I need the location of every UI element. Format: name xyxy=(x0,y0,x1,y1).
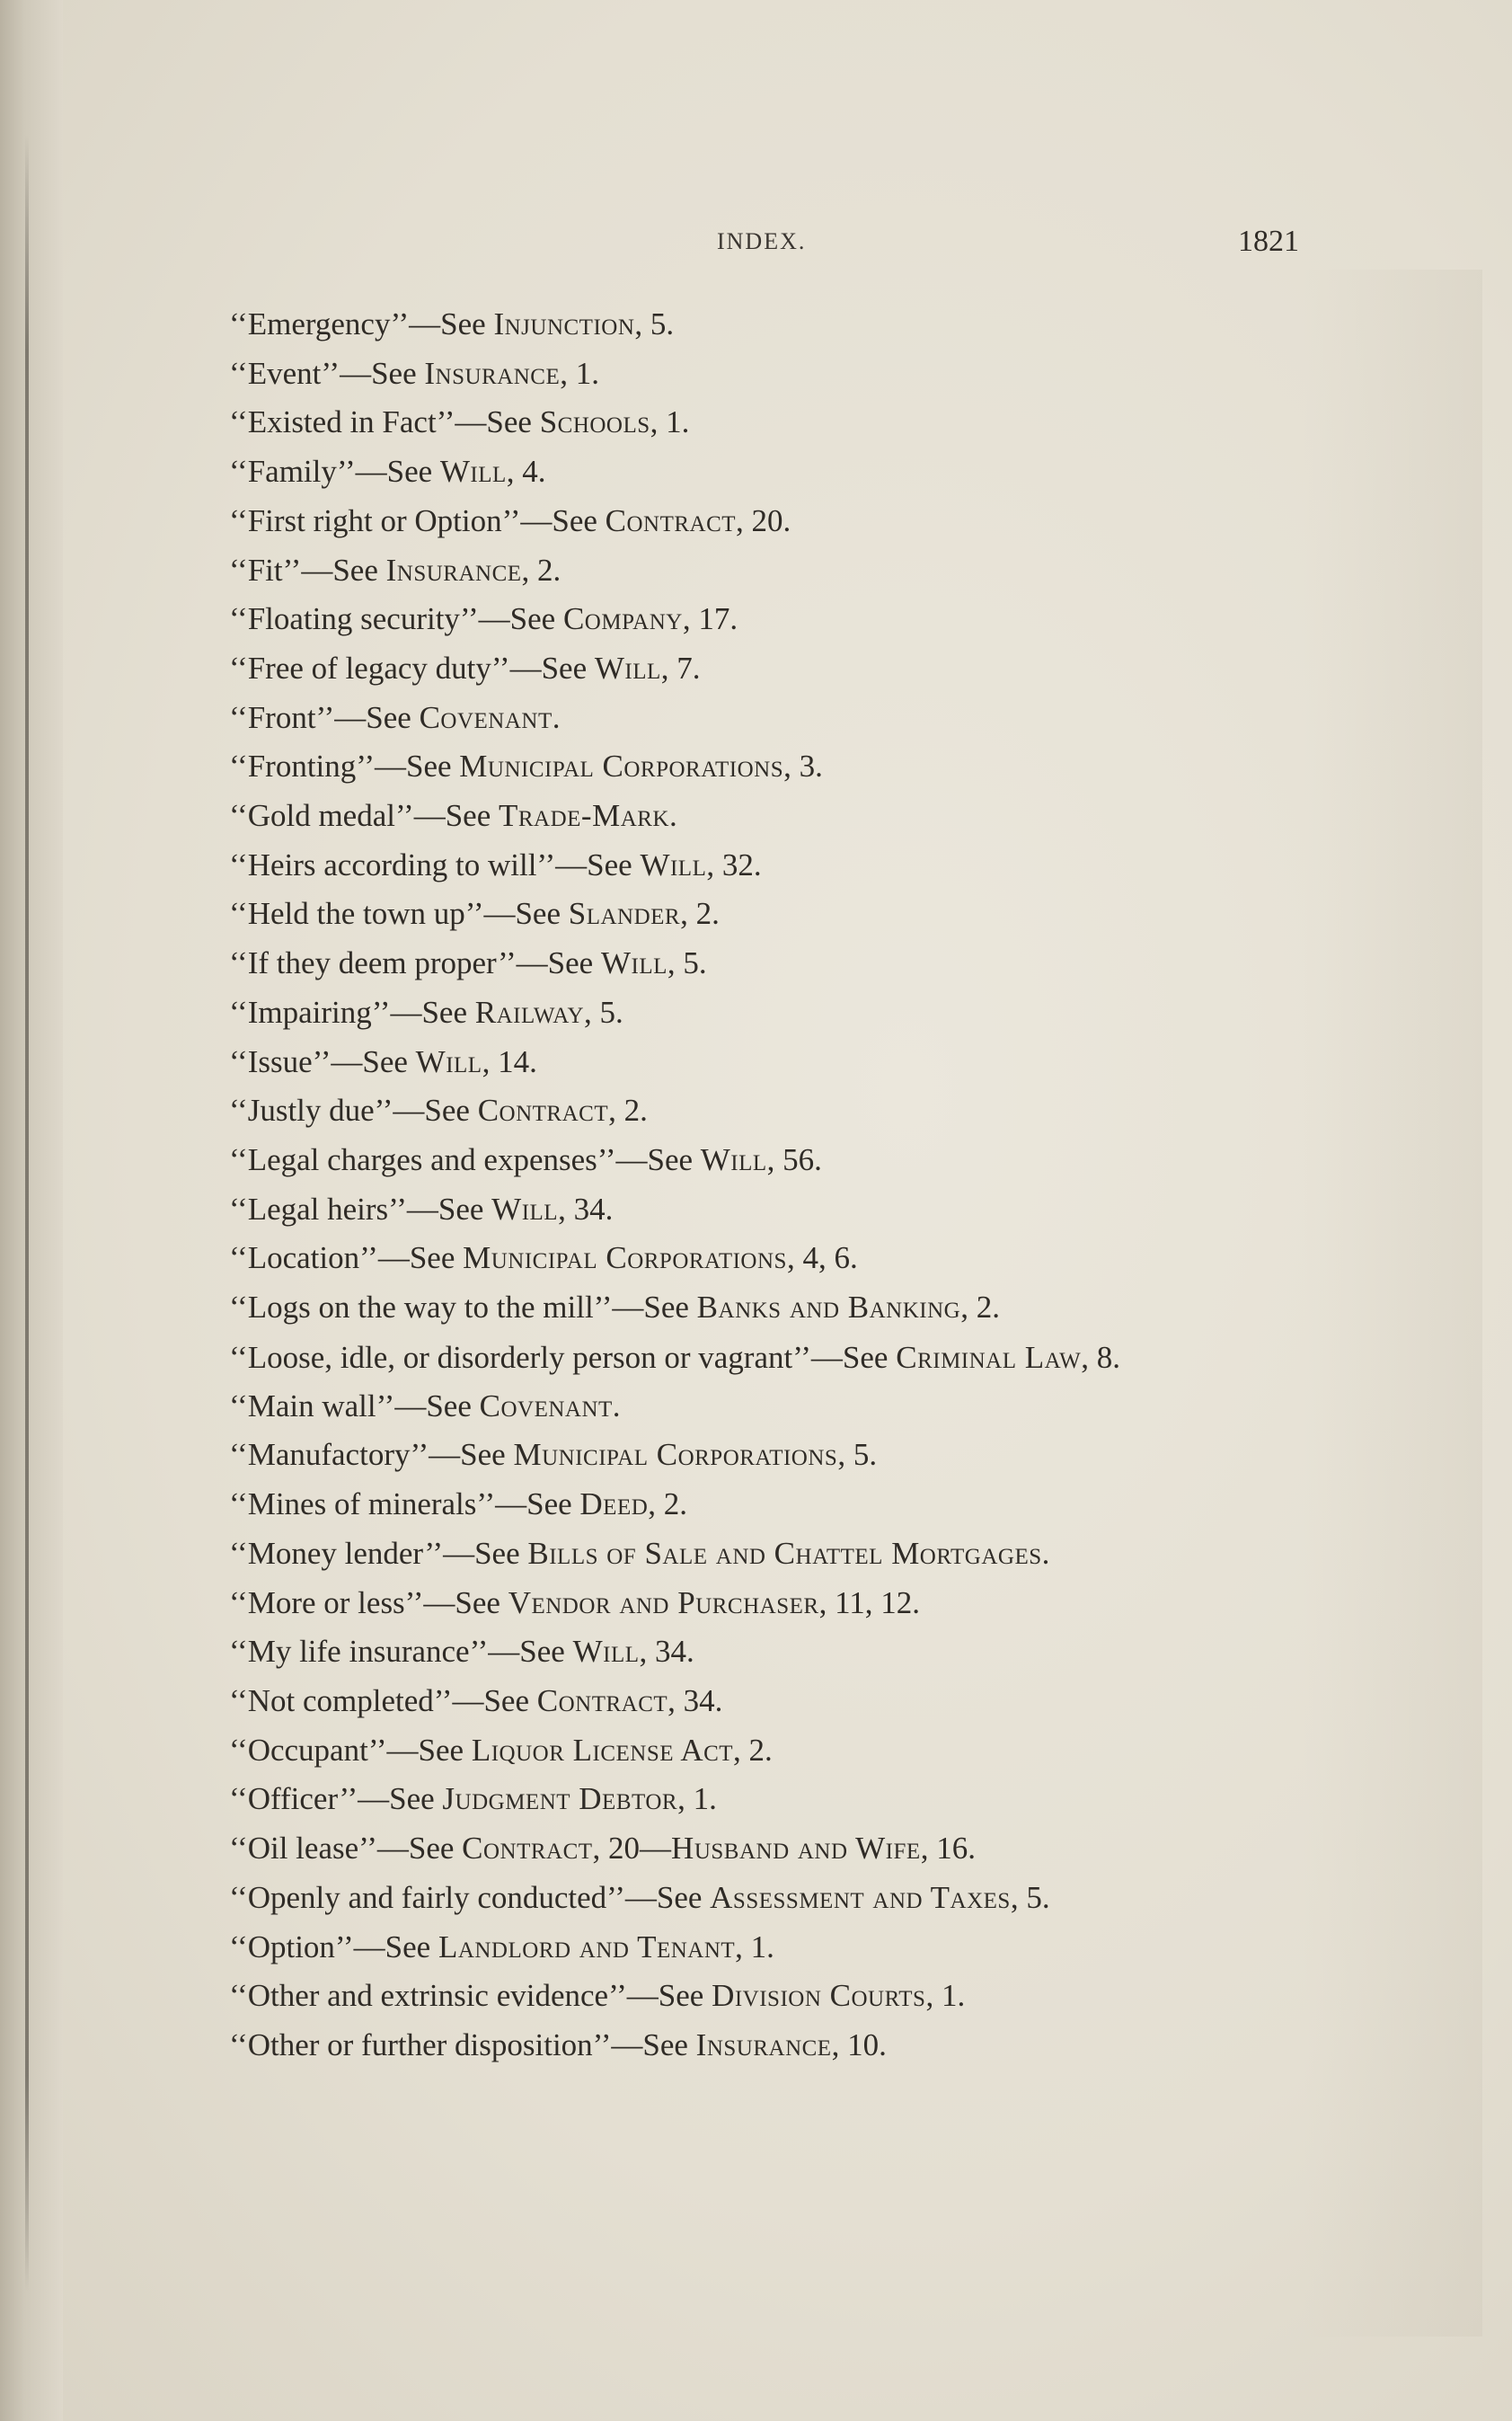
entry-section: . xyxy=(668,798,677,834)
index-entry xyxy=(229,350,1343,399)
entry-term: ‘‘More or less’’—See xyxy=(229,1584,508,1620)
index-entry xyxy=(229,1336,1343,1379)
entry-section: , 1. xyxy=(560,355,600,391)
entry-reference: Will xyxy=(640,847,707,882)
index-entry-list xyxy=(229,300,1343,2071)
entry-term: ‘‘My life insurance’’—See xyxy=(229,1634,573,1670)
entry-section: , 1. xyxy=(925,1978,966,2014)
entry-term: ‘‘Not completed’’—See xyxy=(229,1682,537,1718)
index-entry xyxy=(229,448,1343,497)
index-entry xyxy=(229,1480,1343,1530)
entry-reference: Slander xyxy=(568,896,681,932)
entry-term: ‘‘Justly due’’—See xyxy=(229,1093,478,1129)
entry-term: ‘‘Occupant’’—See xyxy=(229,1732,472,1768)
entry-term: ‘‘Front’’—See xyxy=(229,699,420,735)
page-header xyxy=(0,225,1512,261)
entry-term: ‘‘Option’’—See xyxy=(229,1929,438,1964)
entry-section: , 1. xyxy=(677,1781,717,1817)
entry-term: ‘‘Legal heirs’’—See xyxy=(229,1191,492,1227)
index-entry xyxy=(229,1874,1343,1923)
entry-reference: Municipal Corporations xyxy=(513,1437,838,1473)
entry-reference: Assessment and Taxes xyxy=(710,1879,1011,1915)
entry-term: ‘‘Money lender’’—See xyxy=(229,1535,528,1571)
entry-term: ‘‘Officer’’—See xyxy=(229,1781,443,1817)
entry-term: ‘‘Heirs according to will’’—See xyxy=(229,847,641,882)
entry-term: ‘‘Oil lease’’—See xyxy=(229,1831,463,1867)
entry-section: , 20. xyxy=(736,502,791,538)
index-entry xyxy=(229,1234,1343,1283)
entry-reference: Vendor and Purchaser xyxy=(508,1584,819,1620)
entry-reference: Trade-Mark xyxy=(498,798,669,834)
entry-reference: Insurance xyxy=(424,355,561,391)
index-entry xyxy=(229,1824,1343,1874)
entry-term: ‘‘Legal charges and expenses’’—See xyxy=(229,1141,701,1177)
entry-reference: Will xyxy=(439,454,507,490)
entry-section: , 2. xyxy=(733,1732,773,1768)
index-entry xyxy=(229,1136,1343,1185)
index-entry xyxy=(229,1038,1343,1087)
entry-section: , 14. xyxy=(482,1043,537,1079)
entry-reference-secondary: Husband and Wife xyxy=(671,1831,921,1867)
index-entry xyxy=(229,1530,1343,1579)
entry-reference: Judgment Debtor xyxy=(442,1781,678,1817)
entry-section: . xyxy=(1041,1535,1050,1571)
index-entry xyxy=(229,1579,1343,1628)
entry-term: ‘‘Fronting’’—See xyxy=(229,749,460,785)
entry-reference: Will xyxy=(572,1634,640,1670)
index-entry xyxy=(229,546,1343,596)
entry-term: ‘‘Existed in Fact’’—See xyxy=(229,404,540,440)
index-entry xyxy=(229,1726,1343,1776)
entry-reference: Will xyxy=(491,1191,559,1227)
entry-reference: Will xyxy=(415,1043,482,1079)
index-entry xyxy=(229,1923,1343,1973)
entry-reference: Injunction xyxy=(493,306,635,341)
index-entry xyxy=(229,398,1343,448)
entry-section: , 34. xyxy=(668,1682,723,1718)
entry-section: , 5. xyxy=(1010,1879,1050,1915)
entry-term: ‘‘Family’’—See xyxy=(229,454,440,490)
index-entry xyxy=(229,1185,1343,1235)
index-entry xyxy=(229,300,1343,350)
entry-reference: Division Courts xyxy=(712,1978,926,2014)
entry-term: ‘‘Event’’—See xyxy=(229,355,425,391)
entry-section: , 5. xyxy=(634,306,675,341)
index-entry xyxy=(229,1677,1343,1726)
entry-section: , 32. xyxy=(706,847,762,882)
entry-section: . xyxy=(612,1388,621,1423)
entry-reference: Banks and Banking xyxy=(696,1290,961,1326)
entry-section: , 2. xyxy=(521,552,561,588)
entry-reference: Insurance xyxy=(385,552,522,588)
index-entry xyxy=(229,939,1343,989)
entry-reference: Schools xyxy=(539,404,650,440)
running-head: INDEX. xyxy=(717,228,807,254)
entry-section: , 5. xyxy=(667,945,707,981)
index-entry xyxy=(229,1283,1343,1333)
entry-term: ‘‘Gold medal’’—See xyxy=(229,798,499,834)
entry-term: ‘‘Main wall’’—See xyxy=(229,1388,480,1423)
entry-reference: Insurance xyxy=(695,2026,832,2062)
entry-reference: Covenant xyxy=(479,1388,613,1423)
entry-reference: Landlord and Tenant xyxy=(438,1929,736,1964)
entry-reference: Contract xyxy=(536,1682,668,1718)
entry-term: ‘‘Floating security’’—See xyxy=(229,601,563,637)
index-entry xyxy=(229,1627,1343,1677)
entry-section: , 2. xyxy=(960,1290,1000,1326)
entry-reference: Company xyxy=(562,601,683,637)
entry-section: , 8. xyxy=(1081,1339,1121,1375)
entry-section: , 11, 12. xyxy=(818,1584,921,1620)
index-entry xyxy=(229,989,1343,1038)
entry-reference: Will xyxy=(600,945,668,981)
entry-section: , 2. xyxy=(608,1093,648,1129)
entry-term: ‘‘Issue’’—See xyxy=(229,1043,416,1079)
entry-reference: Contract xyxy=(477,1093,609,1129)
entry-section: , 2. xyxy=(680,896,720,932)
entry-reference: Railway xyxy=(474,994,585,1030)
entry-reference: Criminal Law xyxy=(896,1339,1082,1375)
entry-term: ‘‘Fit’’—See xyxy=(229,552,386,588)
entry-section: , 56. xyxy=(766,1141,822,1177)
entry-term: ‘‘Other or further disposition’’—See xyxy=(229,2026,696,2062)
entry-section: . xyxy=(552,699,561,735)
entry-reference: Contract xyxy=(462,1831,593,1867)
entry-section: , 10. xyxy=(831,2026,887,2062)
page-binding-shadow xyxy=(0,0,63,2421)
index-entry xyxy=(229,742,1343,792)
entry-term: ‘‘First right or Option’’—See xyxy=(229,502,606,538)
entry-reference: Municipal Corporations xyxy=(459,749,784,785)
entry-term: ‘‘Impairing’’—See xyxy=(229,994,475,1030)
entry-section: , 7. xyxy=(660,650,701,686)
index-entry xyxy=(229,497,1343,546)
page-number: 1821 xyxy=(1238,225,1299,258)
index-entry xyxy=(229,1775,1343,1824)
index-entry xyxy=(229,2021,1343,2071)
index-entry xyxy=(229,1086,1343,1136)
entry-section: , 4, 6. xyxy=(786,1240,858,1276)
entry-reference: Municipal Corporations xyxy=(463,1240,787,1276)
index-entry xyxy=(229,1972,1343,2021)
index-entry xyxy=(229,644,1343,694)
entry-section: , 1. xyxy=(735,1929,774,1964)
entry-reference: Liquor License Act xyxy=(471,1732,734,1768)
index-entry xyxy=(229,595,1343,644)
index-entry xyxy=(229,841,1343,891)
entry-reference: Bills of Sale and Chattel Mortgages xyxy=(527,1535,1042,1571)
entry-section: , 5. xyxy=(584,994,623,1030)
index-entry xyxy=(229,890,1343,939)
index-entry xyxy=(229,694,1343,743)
entry-section: , 34. xyxy=(558,1191,614,1227)
binding-edge-line xyxy=(25,135,29,2292)
entry-term: ‘‘Openly and fairly conducted’’—See xyxy=(229,1879,711,1915)
entry-term: ‘‘Loose, idle, or disorderly person or vagrant’’—See xyxy=(229,1339,897,1375)
entry-section: , 1. xyxy=(650,404,690,440)
entry-term: ‘‘Location’’—See xyxy=(229,1240,464,1276)
index-entry xyxy=(229,1431,1343,1480)
index-entry xyxy=(229,1382,1343,1432)
entry-term: ‘‘Manufactory’’—See xyxy=(229,1437,514,1473)
entry-section: , 4. xyxy=(506,454,546,490)
entry-reference: Deed xyxy=(579,1486,649,1522)
entry-section: , 34. xyxy=(639,1634,694,1670)
entry-term: ‘‘Free of legacy duty’’—See xyxy=(229,650,595,686)
entry-section: , 17. xyxy=(682,601,738,637)
entry-term: ‘‘If they deem proper’’—See xyxy=(229,945,601,981)
entry-section: , 20— xyxy=(592,1831,672,1867)
entry-reference: Will xyxy=(700,1141,767,1177)
entry-reference: Contract xyxy=(605,502,737,538)
entry-term: ‘‘Other and extrinsic evidence’’—See xyxy=(229,1978,712,2014)
entry-term: ‘‘Logs on the way to the mill’’—See xyxy=(229,1290,697,1326)
entry-reference: Covenant xyxy=(419,699,553,735)
entry-term: ‘‘Held the town up’’—See xyxy=(229,896,569,932)
entry-term: ‘‘Mines of minerals’’—See xyxy=(229,1486,580,1522)
index-entry xyxy=(229,792,1343,841)
entry-section: , 2. xyxy=(648,1486,688,1522)
entry-reference: Will xyxy=(594,650,661,686)
entry-section-secondary: , 16. xyxy=(920,1831,976,1867)
entry-term: ‘‘Emergency’’—See xyxy=(229,306,494,341)
entry-section: , 3. xyxy=(783,749,823,785)
entry-section: , 5. xyxy=(837,1437,878,1473)
